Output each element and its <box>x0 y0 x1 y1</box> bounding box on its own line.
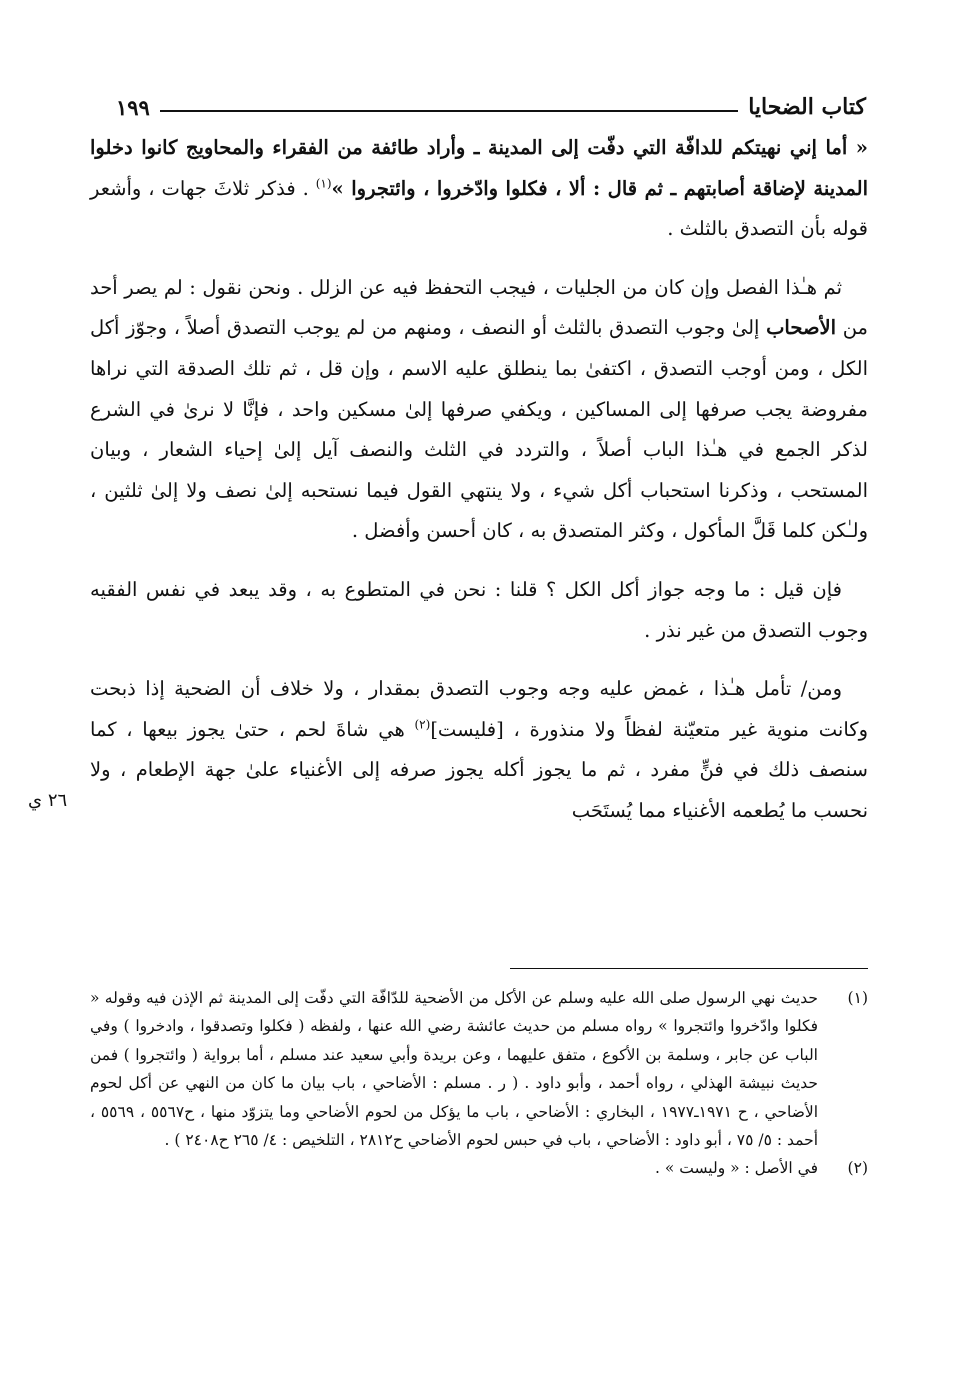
paragraph-1 <box>90 128 868 250</box>
paragraph-4-text-a: ومن/ تأمل هـٰذا ، غمض عليه وجه وجوب التصدق بمقدار ، ولا خلاف أن الضحية إذا ذبحت وكانت منوية غير متعيّنة لفظاً ولا منذورة ، [فليست] <box>90 677 869 741</box>
hadith-quote-end: ألا ، فكلوا وادّخروا ، وائتجروا » <box>331 176 586 200</box>
paragraph-2-text-b: إلىٰ وجوب التصدق بالثلث أو النصف ، ومنهم من لم يوجب التصدق أصلاً ، وجوّز أكل الكل ، ومن أوجب التصدق ، اكتفىٰ بما ينطلق عليه الاسم ، وإن قل ، ثم تلك الصدقة التي نراها مفروضة يجب صرفها إلى المساكين ، ويكفي صرفها إلىٰ مسكين واحد ، فإنَّا لا نرىٰ في الشرع لذكر الجمع في هـٰذا الباب أصلاً ، والتردد في الثلث والنصف آيل إلىٰ إحياء الشعار ، وبيان المستحب ، وذكرنا استحباب أكل شيء ، ولا ينتهي القول فيما نستحبه إلىٰ نصف ولا إلىٰ ثلثين ، ولـٰكن كلما قَلَّ المأكول ، وكثر المتصدق به ، كان أحسن وأفضل . <box>90 316 868 543</box>
footnote-text: حديث نهي الرسول صلى الله عليه وسلم عن الأكل من الأضحية للدّافّة التي دفّت إلى المدينة ثم الإذن فيه وقوله « فكلوا وادّخروا وائتجروا » رواه مسلم من حديث عائشة رضي الله عنها ، ولفظه ( فكلوا وتصدقوا ، وادخروا ) وفي الباب عن جابر ، وسلمة بن الأكوع ، متفق عليهما ، وعن بريدة وأبي سعيد عند مسلم ، أما برواية ( وائتجروا ) فمن حديث نبيشة الهذلي ، رواه أحمد ، وأبو داود . ( ر . مسلم : الأضاحي ، باب بيان ما كان من النهي عن أكل لحوم الأضاحي ، ح ١٩٧١ـ١٩٧٧ ، البخاري : الأضاحي ، باب ما يؤكل من لحوم الأضاحي وما يتزوّد منها ، ح٥٥٦٧ ، ٥٥٦٩ ، أحمد : ٥/ ٧٥ ، أبو داود : الأضاحي ، باب في حبس لحوم الأضاحي ح٢٨١٢ ، التلخيص : ٤/ ٢٦٥ ح٢٤٠٨ ) . <box>90 989 818 1150</box>
paragraph-2 <box>90 268 868 552</box>
main-text <box>90 128 868 832</box>
book-title: كتاب الضحايا <box>748 94 866 120</box>
footnote-2 <box>90 1154 868 1182</box>
header-rule <box>160 110 738 112</box>
paragraph-4-text-b: هي شاةَ لحم ، حتىٰ يجوز بيعها ، كما سنصف ذلك في فنٍّ مفرد ، ثم ما يجوز أكله يجوز صرفه إلى الأغنياء علىٰ جهة الإطعام ، ولا نحسب ما يُطعمه الأغنياء مما يُستَحَب <box>90 717 868 822</box>
term-ashab: الأصحاب <box>766 316 837 340</box>
footnote-number: (١) <box>847 989 868 1007</box>
paragraph-3: فإن قيل : ما وجه جواز أكل الكل ؟ قلنا : نحن في المتطوع به ، وقد يبعد في نفس الفقيه وجوب التصدق من غير نذر . <box>90 577 868 642</box>
paragraph-2-text-a: ثم هـٰذا الفصل وإن كان من الجليات ، فيجب التحفظ فيه عن الزلل . ونحن نقول : لم يصر أحد من <box>90 275 868 340</box>
footnote-number: (٢) <box>847 1159 868 1178</box>
page-number: ١٩٩ <box>116 95 150 120</box>
footnote-ref-2[interactable]: (٢) <box>414 717 431 732</box>
footnotes <box>90 984 868 1183</box>
footnote-separator <box>510 968 868 969</box>
footnote-ref-1[interactable]: (١) <box>315 176 332 191</box>
footnote-1 <box>90 984 868 1154</box>
running-header <box>116 84 866 120</box>
paragraph-4 <box>90 669 868 831</box>
hadith-quote: « أما إني نهيتكم للدافّة التي دفّت إلى المدينة ـ وأراد طائفة من الفقراء والمحاويج كانوا دخلوا المدينة لإضاقة أصابتهم ـ ثم قال : <box>90 136 868 200</box>
margin-note: ٢٦ ي <box>28 790 68 811</box>
paragraph-1-text: . فذكر ثلاثَ جهات ، وأشعر قوله بأن التصدق بالثلث . <box>90 176 868 241</box>
footnote-text: في الأصل : « وليست » . <box>655 1159 818 1178</box>
